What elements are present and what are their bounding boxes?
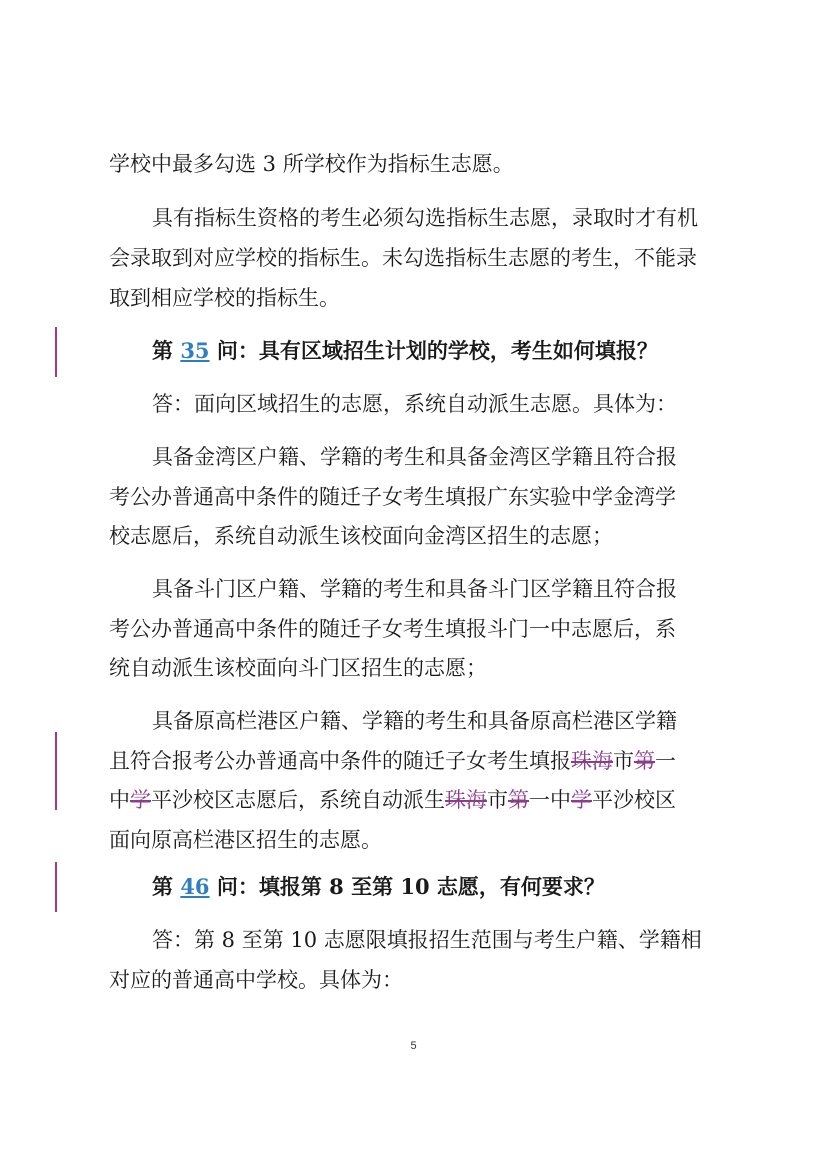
paragraph-line: 考公办普通高中条件的随迁子女考生填报斗门一中志愿后，系 — [109, 617, 676, 641]
change-bar — [55, 862, 57, 912]
paragraph-line: 统自动派生该校面向斗门区招生的志愿； — [109, 656, 487, 680]
question-number: 35 — [180, 338, 210, 363]
revised-text: 珠海 — [445, 788, 487, 812]
question-text: 问：填报第 8 至第 10 志愿，有何要求？ — [209, 874, 605, 899]
paragraph-line: 会录取到对应学校的指标生。未勾选指标生志愿的考生，不能录 — [109, 246, 697, 270]
change-bar — [55, 732, 57, 810]
revised-text: 学 — [130, 788, 151, 812]
paragraph-line: 面向原高栏港区招生的志愿。 — [109, 828, 382, 852]
paragraph-line — [109, 747, 729, 775]
text-run: 一 — [655, 749, 676, 773]
question-number: 46 — [180, 874, 210, 899]
revised-text: 第 — [508, 788, 529, 812]
paragraph-line: 对应的普通高中学校。具体为： — [109, 968, 403, 992]
text-run: 平沙校区 — [592, 788, 676, 812]
text-run: 平沙校区志愿后，系统自动派生 — [151, 788, 445, 812]
question-text: 问：具有区域招生计划的学校，考生如何填报？ — [209, 338, 658, 363]
text-run: 一中 — [529, 788, 571, 812]
paragraph-line: 取到相应学校的指标生。 — [109, 286, 340, 310]
question-35-heading — [152, 337, 772, 365]
text-run: 且符合报考公办普通高中条件的随迁子女考生填报 — [109, 749, 571, 773]
paragraph-line: 校志愿后，系统自动派生该校面向金湾区招生的志愿； — [109, 524, 613, 548]
text-run: 市 — [613, 749, 634, 773]
revised-text: 学 — [571, 788, 592, 812]
question-prefix: 第 — [152, 874, 181, 899]
question-prefix: 第 — [152, 338, 181, 363]
paragraph-line — [109, 786, 729, 814]
text-run: 中 — [109, 788, 130, 812]
paragraph-line: 具有指标生资格的考生必须勾选指标生志愿，录取时才有机 — [152, 206, 698, 230]
answer-line: 答：第 8 至第 10 志愿限填报招生范围与考生户籍、学籍相 — [152, 928, 702, 952]
paragraph-line: 考公办普通高中条件的随迁子女考生填报广东实验中学金湾学 — [109, 485, 676, 509]
change-bar — [55, 327, 57, 377]
paragraph-line: 具备原高栏港区户籍、学籍的考生和具备原高栏港区学籍 — [152, 709, 677, 733]
paragraph-line: 学校中最多勾选 3 所学校作为指标生志愿。 — [109, 152, 514, 176]
text-run: 市 — [487, 788, 508, 812]
question-46-heading — [152, 873, 772, 901]
answer-line: 答：面向区域招生的志愿，系统自动派生志愿。具体为： — [152, 392, 677, 416]
revised-text: 第 — [634, 749, 655, 773]
paragraph-line: 具备斗门区户籍、学籍的考生和具备斗门区学籍且符合报 — [152, 577, 677, 601]
page-number: 5 — [410, 1040, 417, 1052]
revised-text: 珠海 — [571, 749, 613, 773]
paragraph-line: 具备金湾区户籍、学籍的考生和具备金湾区学籍且符合报 — [152, 445, 677, 469]
